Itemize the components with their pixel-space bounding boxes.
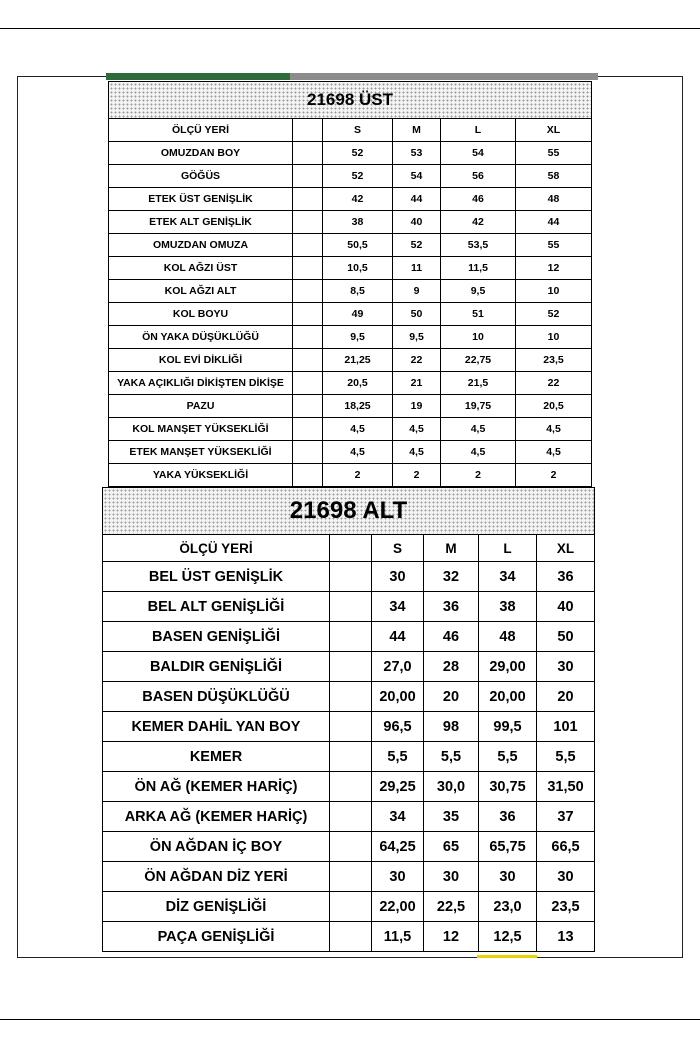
size-header-m: M	[393, 119, 441, 142]
empty-cell	[293, 326, 323, 349]
value-cell-m: 98	[424, 712, 479, 742]
value-cell-s: 27,0	[372, 652, 424, 682]
measurement-label: BASEN GENİŞLİĞİ	[103, 622, 330, 652]
value-cell-s: 11,5	[372, 922, 424, 952]
value-cell-m: 4,5	[393, 418, 441, 441]
value-cell-xl: 44	[516, 211, 592, 234]
measurement-row	[109, 165, 592, 188]
measurement-label: YAKA AÇIKLIĞI DİKİŞTEN DİKİŞE	[109, 372, 293, 395]
value-cell-xl: 23,5	[516, 349, 592, 372]
value-cell-m: 46	[424, 622, 479, 652]
ust-header-row	[109, 119, 592, 142]
value-cell-s: 8,5	[323, 280, 393, 303]
empty-cell	[330, 712, 372, 742]
measurement-row	[109, 326, 592, 349]
value-cell-s: 29,25	[372, 772, 424, 802]
measurement-row	[109, 418, 592, 441]
measurement-row	[109, 395, 592, 418]
value-cell-m: 9,5	[393, 326, 441, 349]
value-cell-m: 44	[393, 188, 441, 211]
value-cell-xl: 58	[516, 165, 592, 188]
value-cell-xl: 10	[516, 280, 592, 303]
value-cell-l: 56	[441, 165, 516, 188]
empty-cell	[330, 742, 372, 772]
value-cell-m: 20	[424, 682, 479, 712]
value-cell-l: 65,75	[479, 832, 537, 862]
value-cell-l: 12,5	[479, 922, 537, 952]
value-cell-s: 4,5	[323, 441, 393, 464]
value-cell-l: 51	[441, 303, 516, 326]
measurement-label: BALDIR GENİŞLİĞİ	[103, 652, 330, 682]
measurement-row	[109, 303, 592, 326]
spreadsheet-column-strip	[106, 73, 598, 80]
value-cell-m: 21	[393, 372, 441, 395]
value-cell-l: 99,5	[479, 712, 537, 742]
value-cell-s: 44	[372, 622, 424, 652]
measurement-label: ÖN YAKA DÜŞÜKLÜĞÜ	[109, 326, 293, 349]
value-cell-m: 52	[393, 234, 441, 257]
value-cell-s: 10,5	[323, 257, 393, 280]
value-cell-s: 64,25	[372, 832, 424, 862]
measurement-label: OMUZDAN OMUZA	[109, 234, 293, 257]
empty-cell	[293, 142, 323, 165]
measurement-label: ETEK ÜST GENİŞLİK	[109, 188, 293, 211]
measurement-row	[103, 652, 595, 682]
value-cell-l: 4,5	[441, 418, 516, 441]
value-cell-xl: 55	[516, 142, 592, 165]
measurement-label: PAÇA GENİŞLİĞİ	[103, 922, 330, 952]
measurement-label: ÖN AĞDAN İÇ BOY	[103, 832, 330, 862]
value-cell-xl: 22	[516, 372, 592, 395]
measurement-label: KOL MANŞET YÜKSEKLİĞİ	[109, 418, 293, 441]
empty-cell	[293, 257, 323, 280]
size-header-xl: XL	[516, 119, 592, 142]
measurement-row	[103, 892, 595, 922]
measurement-row	[109, 464, 592, 487]
value-cell-m: 53	[393, 142, 441, 165]
measurement-row	[109, 188, 592, 211]
size-header-l: L	[479, 535, 537, 562]
value-cell-m: 9	[393, 280, 441, 303]
value-cell-xl: 50	[537, 622, 595, 652]
measurement-row	[103, 592, 595, 622]
value-cell-l: 29,00	[479, 652, 537, 682]
value-cell-s: 30	[372, 562, 424, 592]
size-header-m: M	[424, 535, 479, 562]
measurement-row	[103, 922, 595, 952]
empty-cell	[293, 441, 323, 464]
measurement-row	[103, 772, 595, 802]
measurement-row	[103, 562, 595, 592]
value-cell-l: 23,0	[479, 892, 537, 922]
empty-cell	[330, 682, 372, 712]
value-cell-s: 4,5	[323, 418, 393, 441]
bottom-rule	[0, 1019, 700, 1020]
value-cell-xl: 37	[537, 802, 595, 832]
empty-cell	[293, 280, 323, 303]
measurement-label: KOL AĞZI ÜST	[109, 257, 293, 280]
empty-cell	[330, 832, 372, 862]
value-cell-l: 46	[441, 188, 516, 211]
empty-cell	[330, 922, 372, 952]
measurement-row	[103, 802, 595, 832]
value-cell-xl: 40	[537, 592, 595, 622]
value-cell-xl: 36	[537, 562, 595, 592]
value-cell-s: 96,5	[372, 712, 424, 742]
size-header-xl: XL	[537, 535, 595, 562]
value-cell-l: 36	[479, 802, 537, 832]
value-cell-s: 49	[323, 303, 393, 326]
measurement-row	[109, 142, 592, 165]
value-cell-l: 20,00	[479, 682, 537, 712]
value-cell-s: 2	[323, 464, 393, 487]
value-cell-s: 38	[323, 211, 393, 234]
size-header-l: L	[441, 119, 516, 142]
value-cell-xl: 66,5	[537, 832, 595, 862]
measurement-label: ÖN AĞ (KEMER HARİÇ)	[103, 772, 330, 802]
measurement-label: ETEK ALT GENİŞLİK	[109, 211, 293, 234]
value-cell-xl: 13	[537, 922, 595, 952]
value-cell-s: 21,25	[323, 349, 393, 372]
value-cell-xl: 4,5	[516, 418, 592, 441]
value-cell-l: 38	[479, 592, 537, 622]
value-cell-xl: 30	[537, 652, 595, 682]
ust-size-table	[108, 81, 592, 487]
empty-cell	[293, 234, 323, 257]
value-cell-l: 11,5	[441, 257, 516, 280]
top-rule	[0, 28, 700, 29]
measurement-row	[103, 742, 595, 772]
value-cell-l: 4,5	[441, 441, 516, 464]
value-cell-s: 52	[323, 142, 393, 165]
measurement-label: YAKA YÜKSEKLİĞİ	[109, 464, 293, 487]
value-cell-l: 54	[441, 142, 516, 165]
value-cell-m: 30,0	[424, 772, 479, 802]
measurement-label: KEMER DAHİL YAN BOY	[103, 712, 330, 742]
measurement-label: KEMER	[103, 742, 330, 772]
value-cell-m: 30	[424, 862, 479, 892]
empty-cell	[330, 772, 372, 802]
measurement-row	[103, 712, 595, 742]
value-cell-s: 34	[372, 802, 424, 832]
value-cell-s: 18,25	[323, 395, 393, 418]
value-cell-xl: 31,50	[537, 772, 595, 802]
value-cell-s: 52	[323, 165, 393, 188]
value-cell-l: 22,75	[441, 349, 516, 372]
value-cell-m: 50	[393, 303, 441, 326]
value-cell-s: 34	[372, 592, 424, 622]
value-cell-l: 5,5	[479, 742, 537, 772]
measurement-row	[103, 682, 595, 712]
value-cell-m: 54	[393, 165, 441, 188]
measurement-label: GÖĞÜS	[109, 165, 293, 188]
empty-cell	[293, 211, 323, 234]
empty-cell	[293, 349, 323, 372]
alt-header-row	[103, 535, 595, 562]
measurement-label: KOL EVİ DİKLİĞİ	[109, 349, 293, 372]
measurement-row	[109, 234, 592, 257]
value-cell-xl: 52	[516, 303, 592, 326]
value-cell-l: 10	[441, 326, 516, 349]
value-cell-s: 30	[372, 862, 424, 892]
value-cell-xl: 12	[516, 257, 592, 280]
measurement-row	[109, 211, 592, 234]
value-cell-m: 65	[424, 832, 479, 862]
alt-title: 21698 ALT	[103, 488, 595, 535]
empty-cell	[293, 303, 323, 326]
empty-cell	[330, 592, 372, 622]
measurement-row	[103, 832, 595, 862]
value-cell-xl: 2	[516, 464, 592, 487]
value-cell-l: 34	[479, 562, 537, 592]
header-label: ÖLÇÜ YERİ	[103, 535, 330, 562]
empty-cell	[293, 188, 323, 211]
measurement-label: OMUZDAN BOY	[109, 142, 293, 165]
header-label: ÖLÇÜ YERİ	[109, 119, 293, 142]
empty-cell	[330, 535, 372, 562]
value-cell-s: 20,5	[323, 372, 393, 395]
measurement-label: PAZU	[109, 395, 293, 418]
size-header-s: S	[323, 119, 393, 142]
empty-cell	[330, 652, 372, 682]
empty-cell	[293, 372, 323, 395]
measurement-label: ÖN AĞDAN DİZ YERİ	[103, 862, 330, 892]
measurement-row	[103, 862, 595, 892]
measurement-label: DİZ GENİŞLİĞİ	[103, 892, 330, 922]
measurement-label: ARKA AĞ (KEMER HARİÇ)	[103, 802, 330, 832]
value-cell-l: 42	[441, 211, 516, 234]
value-cell-xl: 4,5	[516, 441, 592, 464]
measurement-label: BEL ALT GENİŞLİĞİ	[103, 592, 330, 622]
empty-cell	[293, 165, 323, 188]
value-cell-m: 11	[393, 257, 441, 280]
value-cell-l: 48	[479, 622, 537, 652]
value-cell-s: 22,00	[372, 892, 424, 922]
value-cell-xl: 30	[537, 862, 595, 892]
empty-cell	[330, 622, 372, 652]
cell-highlight	[477, 955, 537, 958]
value-cell-l: 9,5	[441, 280, 516, 303]
value-cell-l: 21,5	[441, 372, 516, 395]
value-cell-l: 30	[479, 862, 537, 892]
empty-cell	[293, 464, 323, 487]
alt-size-table	[102, 487, 595, 952]
value-cell-xl: 20	[537, 682, 595, 712]
measurement-row	[109, 280, 592, 303]
value-cell-xl: 55	[516, 234, 592, 257]
empty-cell	[293, 395, 323, 418]
empty-cell	[293, 119, 323, 142]
value-cell-s: 42	[323, 188, 393, 211]
value-cell-m: 35	[424, 802, 479, 832]
value-cell-m: 40	[393, 211, 441, 234]
measurement-row	[109, 372, 592, 395]
value-cell-xl: 10	[516, 326, 592, 349]
value-cell-m: 22,5	[424, 892, 479, 922]
ust-title: 21698 ÜST	[109, 82, 592, 119]
value-cell-m: 36	[424, 592, 479, 622]
value-cell-m: 32	[424, 562, 479, 592]
value-cell-xl: 48	[516, 188, 592, 211]
value-cell-s: 20,00	[372, 682, 424, 712]
value-cell-m: 12	[424, 922, 479, 952]
value-cell-l: 2	[441, 464, 516, 487]
empty-cell	[330, 802, 372, 832]
value-cell-xl: 101	[537, 712, 595, 742]
value-cell-m: 19	[393, 395, 441, 418]
empty-cell	[330, 862, 372, 892]
measurement-row	[109, 257, 592, 280]
value-cell-m: 22	[393, 349, 441, 372]
measurement-row	[109, 441, 592, 464]
value-cell-l: 53,5	[441, 234, 516, 257]
value-cell-l: 19,75	[441, 395, 516, 418]
value-cell-s: 9,5	[323, 326, 393, 349]
measurement-label: KOL AĞZI ALT	[109, 280, 293, 303]
value-cell-m: 2	[393, 464, 441, 487]
value-cell-m: 5,5	[424, 742, 479, 772]
value-cell-m: 4,5	[393, 441, 441, 464]
measurement-label: KOL BOYU	[109, 303, 293, 326]
measurement-row	[109, 349, 592, 372]
empty-cell	[330, 892, 372, 922]
value-cell-xl: 20,5	[516, 395, 592, 418]
value-cell-s: 5,5	[372, 742, 424, 772]
empty-cell	[293, 418, 323, 441]
value-cell-xl: 5,5	[537, 742, 595, 772]
measurement-label: ETEK MANŞET YÜKSEKLİĞİ	[109, 441, 293, 464]
empty-cell	[330, 562, 372, 592]
value-cell-l: 30,75	[479, 772, 537, 802]
value-cell-m: 28	[424, 652, 479, 682]
measurement-label: BEL ÜST GENİŞLİK	[103, 562, 330, 592]
value-cell-xl: 23,5	[537, 892, 595, 922]
value-cell-s: 50,5	[323, 234, 393, 257]
measurement-row	[103, 622, 595, 652]
measurement-label: BASEN DÜŞÜKLÜĞÜ	[103, 682, 330, 712]
size-header-s: S	[372, 535, 424, 562]
